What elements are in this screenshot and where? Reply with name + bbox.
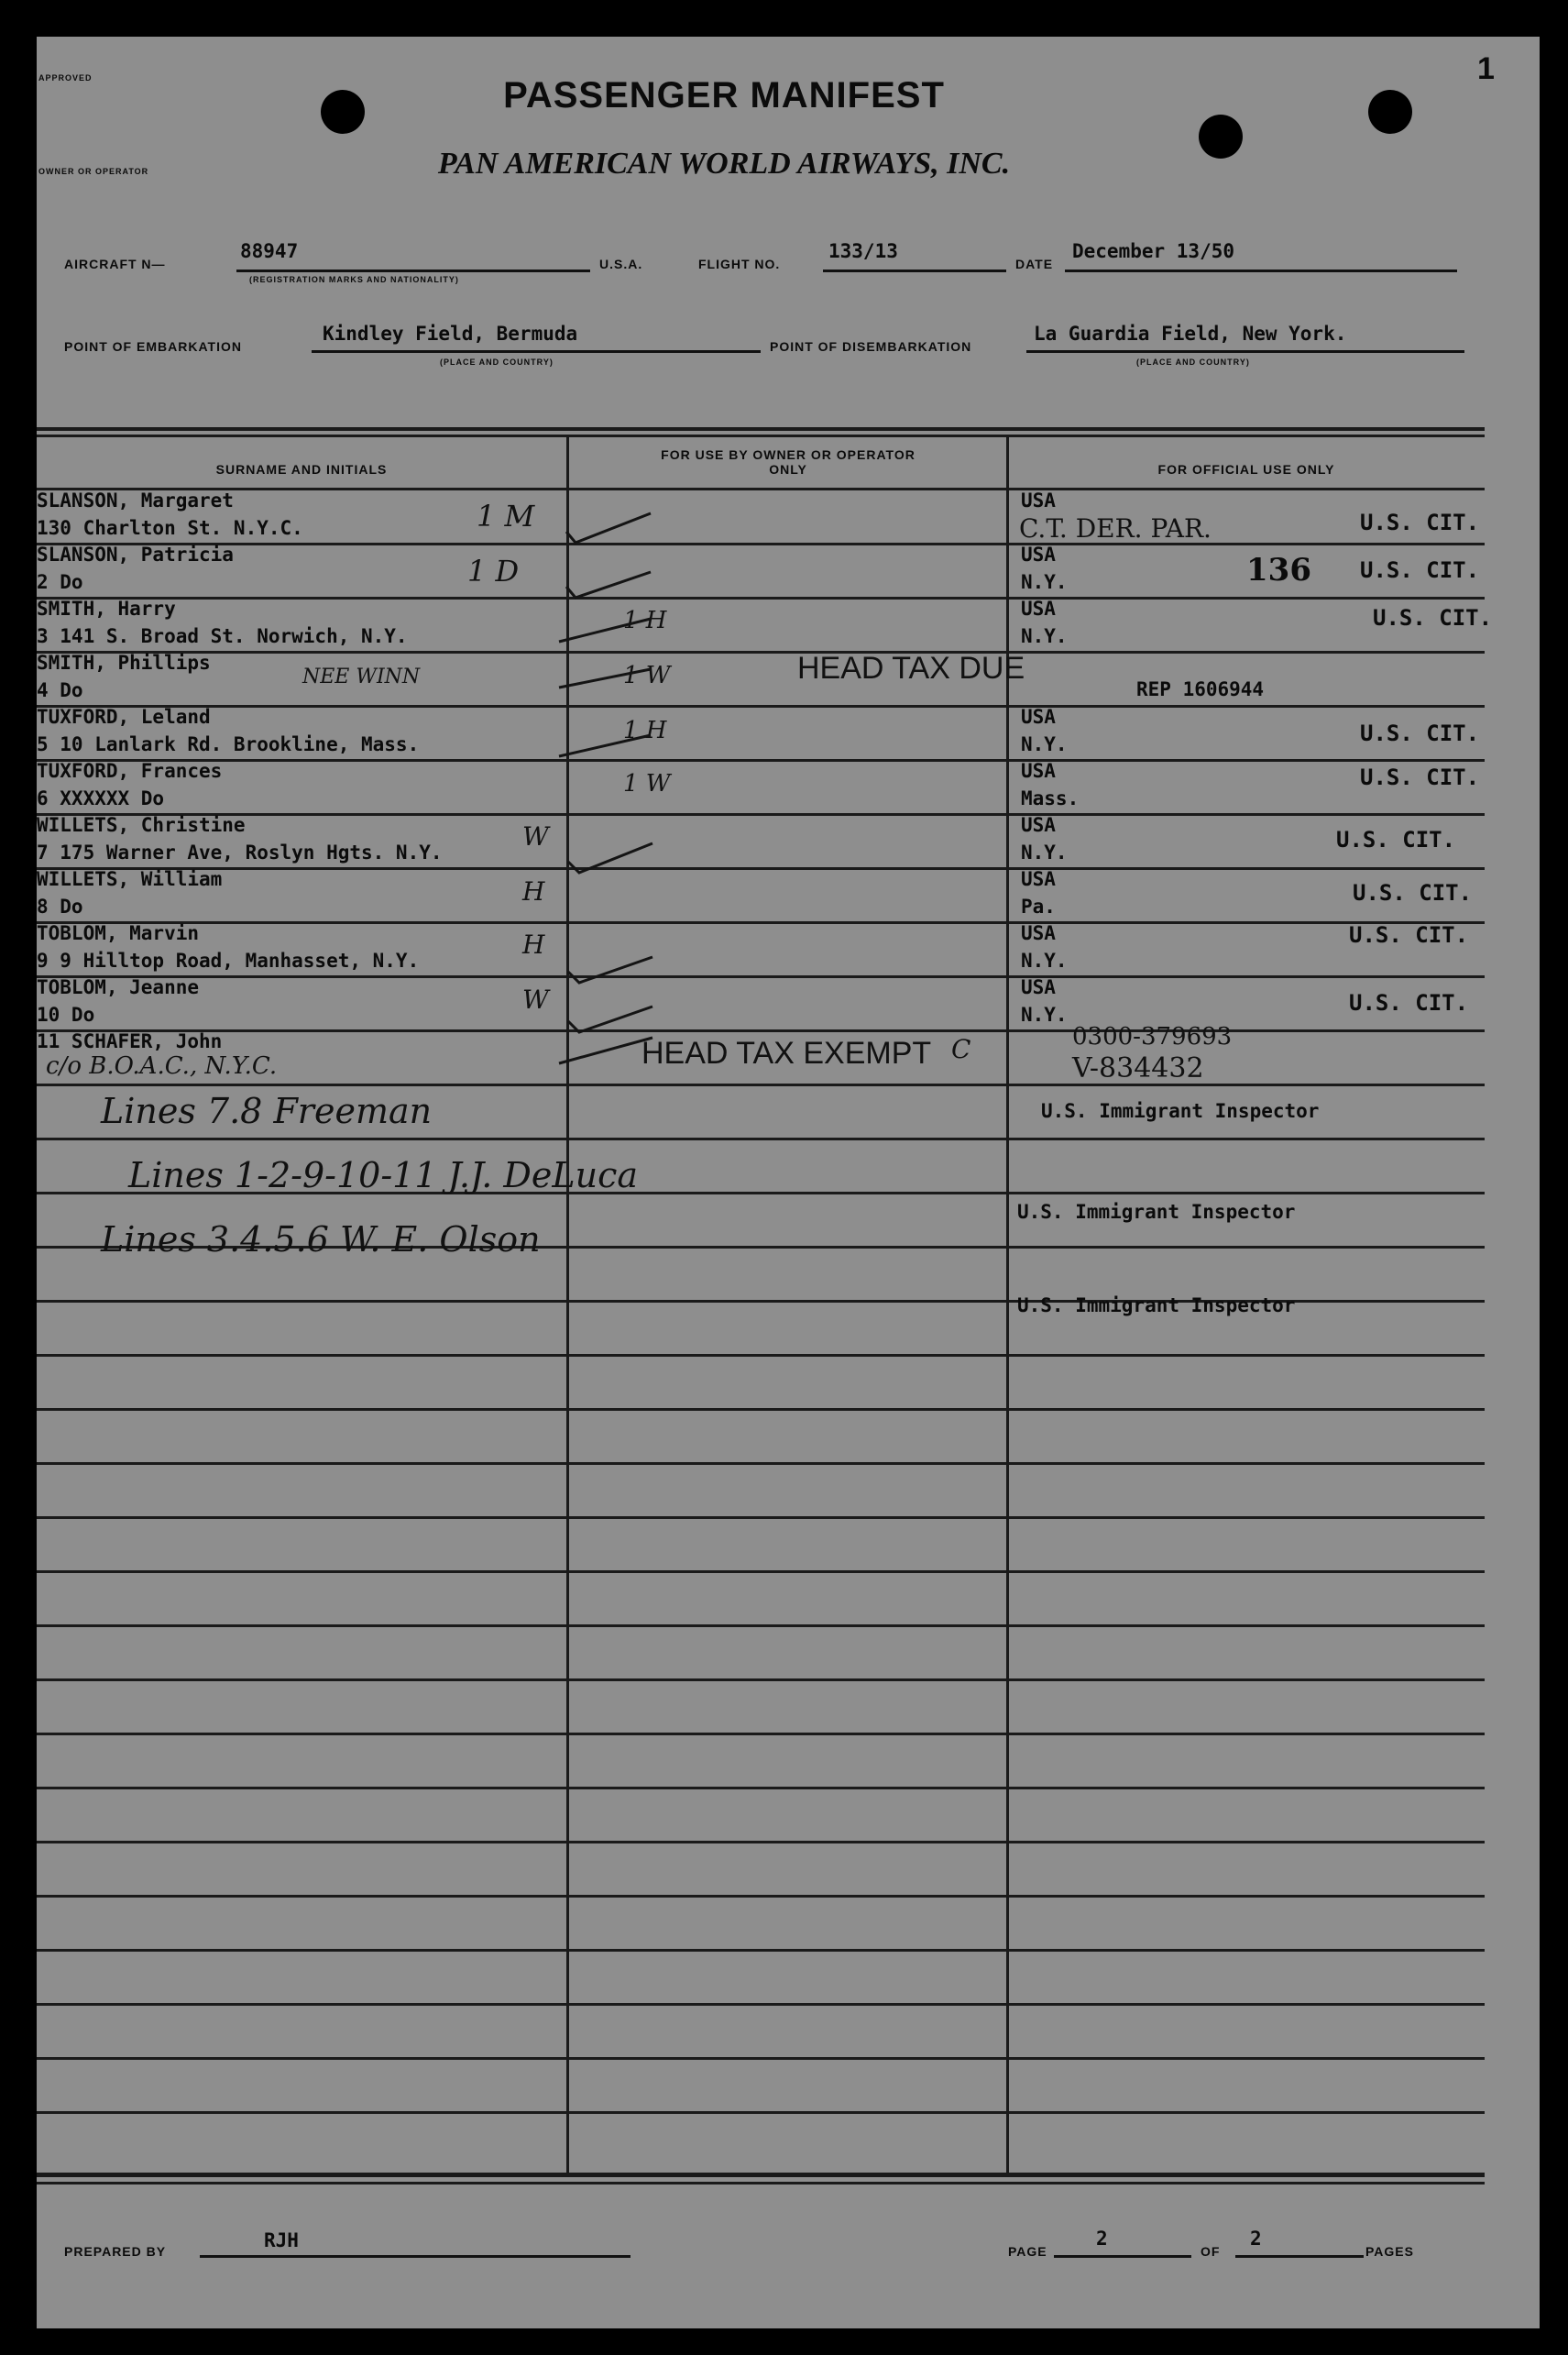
prepared-by-underline	[200, 2255, 630, 2258]
passenger-count: 136	[1246, 552, 1311, 589]
row-rule	[37, 1029, 1485, 1032]
passenger-10-name: TOBLOM, Jeanne	[37, 976, 200, 998]
passenger-5-official: USA	[1021, 706, 1056, 728]
col-header-surname: SURNAME AND INITIALS	[215, 462, 388, 477]
embark-caption: (PLACE AND COUNTRY)	[440, 358, 554, 367]
row-rule	[37, 705, 1485, 708]
rep-number: REP 1606944	[1136, 678, 1265, 700]
usa-label: U.S.A.	[599, 257, 643, 271]
inspector-signature-1: Lines 7.8 Freeman	[101, 1091, 433, 1131]
row-rule	[37, 2111, 1485, 2114]
row-rule	[37, 1408, 1485, 1411]
passenger-8-name: WILLETS, William	[37, 868, 223, 890]
passenger-7-official-2: N.Y.	[1021, 842, 1068, 864]
disembark-label: POINT OF DISEMBARKATION	[770, 339, 972, 354]
row-rule	[37, 1084, 1485, 1086]
row-rule	[37, 1787, 1485, 1789]
date-value: December 13/50	[1072, 240, 1235, 262]
passenger-8-address: 8 Do	[37, 896, 83, 918]
passenger-4-mark: 1 W	[623, 662, 671, 689]
row-rule	[37, 813, 1485, 816]
page-mark: 1	[1477, 51, 1495, 86]
header-bottom-rule	[37, 488, 1485, 490]
row-rule	[37, 597, 1485, 600]
passenger-5-address: 5 10 Lanlark Rd. Brookline, Mass.	[37, 733, 420, 755]
passenger-2-mark: 1 D	[467, 554, 520, 589]
passenger-3-address: 3 141 S. Broad St. Norwich, N.Y.	[37, 625, 408, 647]
passenger-6-official-2: Mass.	[1021, 787, 1080, 809]
passenger-9-citizenship: U.S. CIT.	[1349, 922, 1469, 948]
passenger-6-address: 6 XXXXXX Do	[37, 787, 165, 809]
passenger-2-name: SLANSON, Patricia	[37, 544, 234, 566]
passenger-11-official: 0300-379693	[1072, 1023, 1233, 1051]
passenger-1-citizenship: U.S. CIT.	[1360, 510, 1480, 535]
row-rule	[37, 1516, 1485, 1519]
head-tax-due-stamp: HEAD TAX DUE	[797, 651, 1025, 686]
passenger-3-name: SMITH, Harry	[37, 598, 176, 620]
exempt-mark: C	[951, 1034, 971, 1064]
prepared-by-value: RJH	[264, 2229, 299, 2251]
inspector-signature-3: Lines 3.4.5.6 W. E. Olson	[101, 1219, 541, 1260]
of-label: OF	[1201, 2244, 1221, 2259]
aircraft-underline	[236, 270, 590, 272]
passenger-9-official-2: N.Y.	[1021, 950, 1068, 972]
row-rule	[37, 651, 1485, 654]
embark-value: Kindley Field, Bermuda	[323, 323, 578, 345]
row-rule	[37, 543, 1485, 545]
passenger-6-official: USA	[1021, 760, 1056, 782]
passenger-8-official-2: Pa.	[1021, 896, 1056, 918]
table-top-rule-2	[37, 435, 1485, 437]
passenger-7-official: USA	[1021, 814, 1056, 836]
passenger-7-citizenship: U.S. CIT.	[1336, 827, 1456, 853]
passenger-1-name: SLANSON, Margaret	[37, 490, 234, 512]
row-rule	[37, 975, 1485, 978]
embark-label: POINT OF EMBARKATION	[64, 339, 242, 354]
flight-number-value: 133/13	[828, 240, 898, 262]
airline-name: PAN AMERICAN WORLD AIRWAYS, INC.	[437, 147, 1011, 181]
row-rule	[37, 1733, 1485, 1735]
embark-underline	[312, 350, 761, 353]
flight-number-label: FLIGHT NO.	[698, 257, 781, 271]
inspector-stamp-2: U.S. Immigrant Inspector	[1017, 1201, 1296, 1223]
of-value: 2	[1250, 2228, 1262, 2250]
row-rule	[37, 1949, 1485, 1952]
row-rule	[37, 921, 1485, 924]
passenger-1-mark: 1 M	[477, 499, 535, 534]
passenger-10-official-2: N.Y.	[1021, 1004, 1068, 1026]
passenger-10-mark: W	[522, 985, 549, 1015]
row-rule	[37, 759, 1485, 762]
table-bottom-rule-2	[37, 2182, 1485, 2184]
passenger-5-name: TUXFORD, Leland	[37, 706, 211, 728]
row-rule	[37, 2057, 1485, 2060]
passenger-10-address: 10 Do	[37, 1004, 95, 1026]
passenger-7-name: WILLETS, Christine	[37, 814, 246, 836]
page-value: 2	[1096, 2228, 1108, 2250]
date-label: DATE	[1015, 257, 1054, 271]
page-label: PAGE	[1008, 2244, 1047, 2259]
row-rule	[37, 1624, 1485, 1627]
passenger-3-official-2: N.Y.	[1021, 625, 1068, 647]
passenger-9-address: 9 9 Hilltop Road, Manhasset, N.Y.	[37, 950, 420, 972]
passenger-1-status: C.T. DER. PAR.	[1019, 513, 1212, 544]
of-underline	[1235, 2255, 1364, 2258]
col-header-owner-use: FOR USE BY OWNER OR OPERATOR ONLY	[661, 447, 916, 477]
col-header-official-use: FOR OFFICIAL USE ONLY	[1157, 462, 1335, 477]
passenger-8-citizenship: U.S. CIT.	[1353, 880, 1473, 906]
aircraft-label: AIRCRAFT N—	[64, 257, 166, 271]
passenger-10-official: USA	[1021, 976, 1056, 998]
approval-note: APPROVED	[38, 73, 93, 83]
passenger-1-address: 130 Charlton St. N.Y.C.	[37, 517, 303, 539]
page-underline	[1054, 2255, 1191, 2258]
row-rule	[37, 1462, 1485, 1465]
table-bottom-rule	[37, 2173, 1485, 2177]
inspector-stamp-3: U.S. Immigrant Inspector	[1017, 1294, 1296, 1316]
passenger-9-official: USA	[1021, 922, 1056, 944]
passenger-11-address: c/o B.O.A.C., N.Y.C.	[46, 1052, 278, 1080]
passenger-2-citizenship: U.S. CIT.	[1360, 557, 1480, 583]
owner-operator-label: OWNER OR OPERATOR	[38, 167, 149, 176]
row-rule	[37, 1138, 1485, 1140]
passenger-3-citizenship: U.S. CIT.	[1373, 605, 1493, 631]
passenger-1-official: USA	[1021, 490, 1056, 512]
row-rule	[37, 1678, 1485, 1681]
passenger-7-mark: W	[522, 821, 549, 852]
passenger-8-mark: H	[522, 876, 545, 907]
passenger-5-mark: 1 H	[623, 717, 667, 744]
passenger-2-official-2: N.Y.	[1021, 571, 1068, 593]
row-rule	[37, 1570, 1485, 1573]
passenger-11-official-2: V-834432	[1072, 1052, 1204, 1084]
passenger-4-name: SMITH, Phillips	[37, 652, 211, 674]
disembark-value: La Guardia Field, New York.	[1034, 323, 1347, 345]
aircraft-value: 88947	[240, 240, 299, 262]
nee-winn-note: NEE WINN	[302, 666, 421, 688]
passenger-6-name: TUXFORD, Frances	[37, 760, 223, 782]
date-underline	[1065, 270, 1457, 272]
table-top-rule	[37, 427, 1485, 431]
page-title: PASSENGER MANIFEST	[503, 75, 945, 116]
inspector-stamp-1: U.S. Immigrant Inspector	[1041, 1100, 1320, 1122]
manifest-sheet	[37, 37, 1540, 2328]
flight-underline	[823, 270, 1006, 272]
passenger-7-address: 7 175 Warner Ave, Roslyn Hgts. N.Y.	[37, 842, 443, 864]
passenger-10-citizenship: U.S. CIT.	[1349, 990, 1469, 1016]
passenger-6-citizenship: U.S. CIT.	[1360, 765, 1480, 790]
passenger-11-name: 11 SCHAFER, John	[37, 1030, 223, 1052]
passenger-9-name: TOBLOM, Marvin	[37, 922, 200, 944]
passenger-5-citizenship: U.S. CIT.	[1360, 721, 1480, 746]
passenger-3-official: USA	[1021, 598, 1056, 620]
passenger-6-mark: 1 W	[623, 770, 671, 798]
row-rule	[37, 1354, 1485, 1357]
pages-label: PAGES	[1365, 2244, 1414, 2259]
column-divider-2	[1006, 435, 1009, 2176]
row-rule	[37, 1841, 1485, 1843]
checkmarks-icon	[550, 495, 696, 1082]
passenger-2-address: 2 Do	[37, 571, 83, 593]
head-tax-exempt-stamp: HEAD TAX EXEMPT	[641, 1036, 932, 1071]
prepared-by-label: PREPARED BY	[64, 2244, 167, 2259]
passenger-5-official-2: N.Y.	[1021, 733, 1068, 755]
disembark-caption: (PLACE AND COUNTRY)	[1136, 358, 1250, 367]
row-rule	[37, 2003, 1485, 2006]
row-rule	[37, 1895, 1485, 1898]
passenger-9-mark: H	[522, 930, 545, 960]
passenger-2-official: USA	[1021, 544, 1056, 566]
row-rule	[37, 867, 1485, 870]
passenger-8-official: USA	[1021, 868, 1056, 890]
inspector-signature-2: Lines 1-2-9-10-11 J.J. DeLuca	[128, 1155, 639, 1195]
aircraft-caption: (REGISTRATION MARKS AND NATIONALITY)	[249, 275, 459, 284]
disembark-underline	[1026, 350, 1464, 353]
passenger-3-mark: 1 H	[623, 607, 667, 634]
passenger-4-address: 4 Do	[37, 679, 83, 701]
